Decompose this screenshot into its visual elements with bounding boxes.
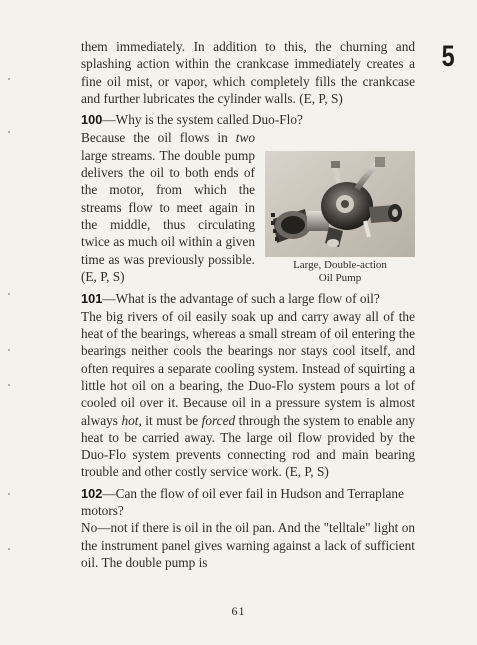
question-number: 101 (81, 291, 103, 307)
answer-text: large streams. The double pump delivers the oil to both ends of the motor, from which the streams flow to meet again in the middle, thus circulating twice as much oil within a given time as was previously possible. (E, P, S) (81, 147, 255, 284)
figure-caption (265, 259, 415, 285)
margin-speck (8, 349, 10, 351)
chapter-number-tab: 5 (441, 40, 455, 73)
emphasis: two (235, 130, 255, 146)
intro-paragraph: them immediately. In addition to this, the churning and splashing action within the crankcase immediately creates a fine oil mist, or vapor, which completely fills the crankcase and further lubricates the cylinder walls. (E, P, S) (81, 39, 415, 106)
answer-text: Because the oil flows in (81, 130, 236, 146)
emphasis: hot, (121, 412, 142, 428)
page-number: 61 (231, 604, 246, 618)
emphasis: forced (201, 412, 236, 428)
oil-pump-photo (265, 151, 415, 257)
margin-speck (8, 131, 10, 133)
question-100 (81, 111, 415, 128)
answer-100-with-figure (81, 129, 415, 286)
question-102 (81, 485, 415, 520)
answer-100 (81, 129, 255, 285)
answer-text: The big rivers of oil easily soak up and carry away all of the heat of the bearings, whereas a small stream of oil entering the bearings neither cools the bearings nor stays cool itself, and often requires a separate cooling system. Instead of squirting a little hot oil on a bearing, the Duo-Flo system pours a lot of cooled oil over it. Because oil in a pressure system is almost always (81, 308, 415, 428)
text-column (81, 38, 415, 571)
question-text: —What is the advantage of such a large flow of oil? (102, 291, 380, 307)
question-text: —Can the flow of oil ever fail in Hudson and Terraplane motors? (81, 485, 404, 519)
margin-speck (8, 548, 10, 550)
answer-text: it must be (141, 412, 202, 428)
margin-speck (8, 293, 10, 295)
question-number: 102 (81, 485, 103, 501)
question-101 (81, 290, 415, 307)
margin-speck (8, 493, 10, 495)
question-number: 100 (81, 112, 103, 128)
margin-speck (8, 384, 10, 386)
answer-text: through the system to enable any heat to be carried away. The large oil flow provided by the Duo-Flo system prevents connecting rod and main bearing trouble and other costly service work. (E, P, S) (81, 412, 415, 480)
question-text: —Why is the system called Duo-Flo? (102, 112, 303, 128)
caption-line: Oil Pump (318, 272, 362, 285)
answer-101 (81, 308, 415, 481)
margin-speck (8, 78, 10, 80)
caption-line: Large, Double-action (293, 259, 387, 272)
answer-102: No—not if there is oil in the oil pan. And the "telltale" light on the instrument panel gives warning against a lack of sufficient oil. The double pump is (81, 520, 415, 570)
